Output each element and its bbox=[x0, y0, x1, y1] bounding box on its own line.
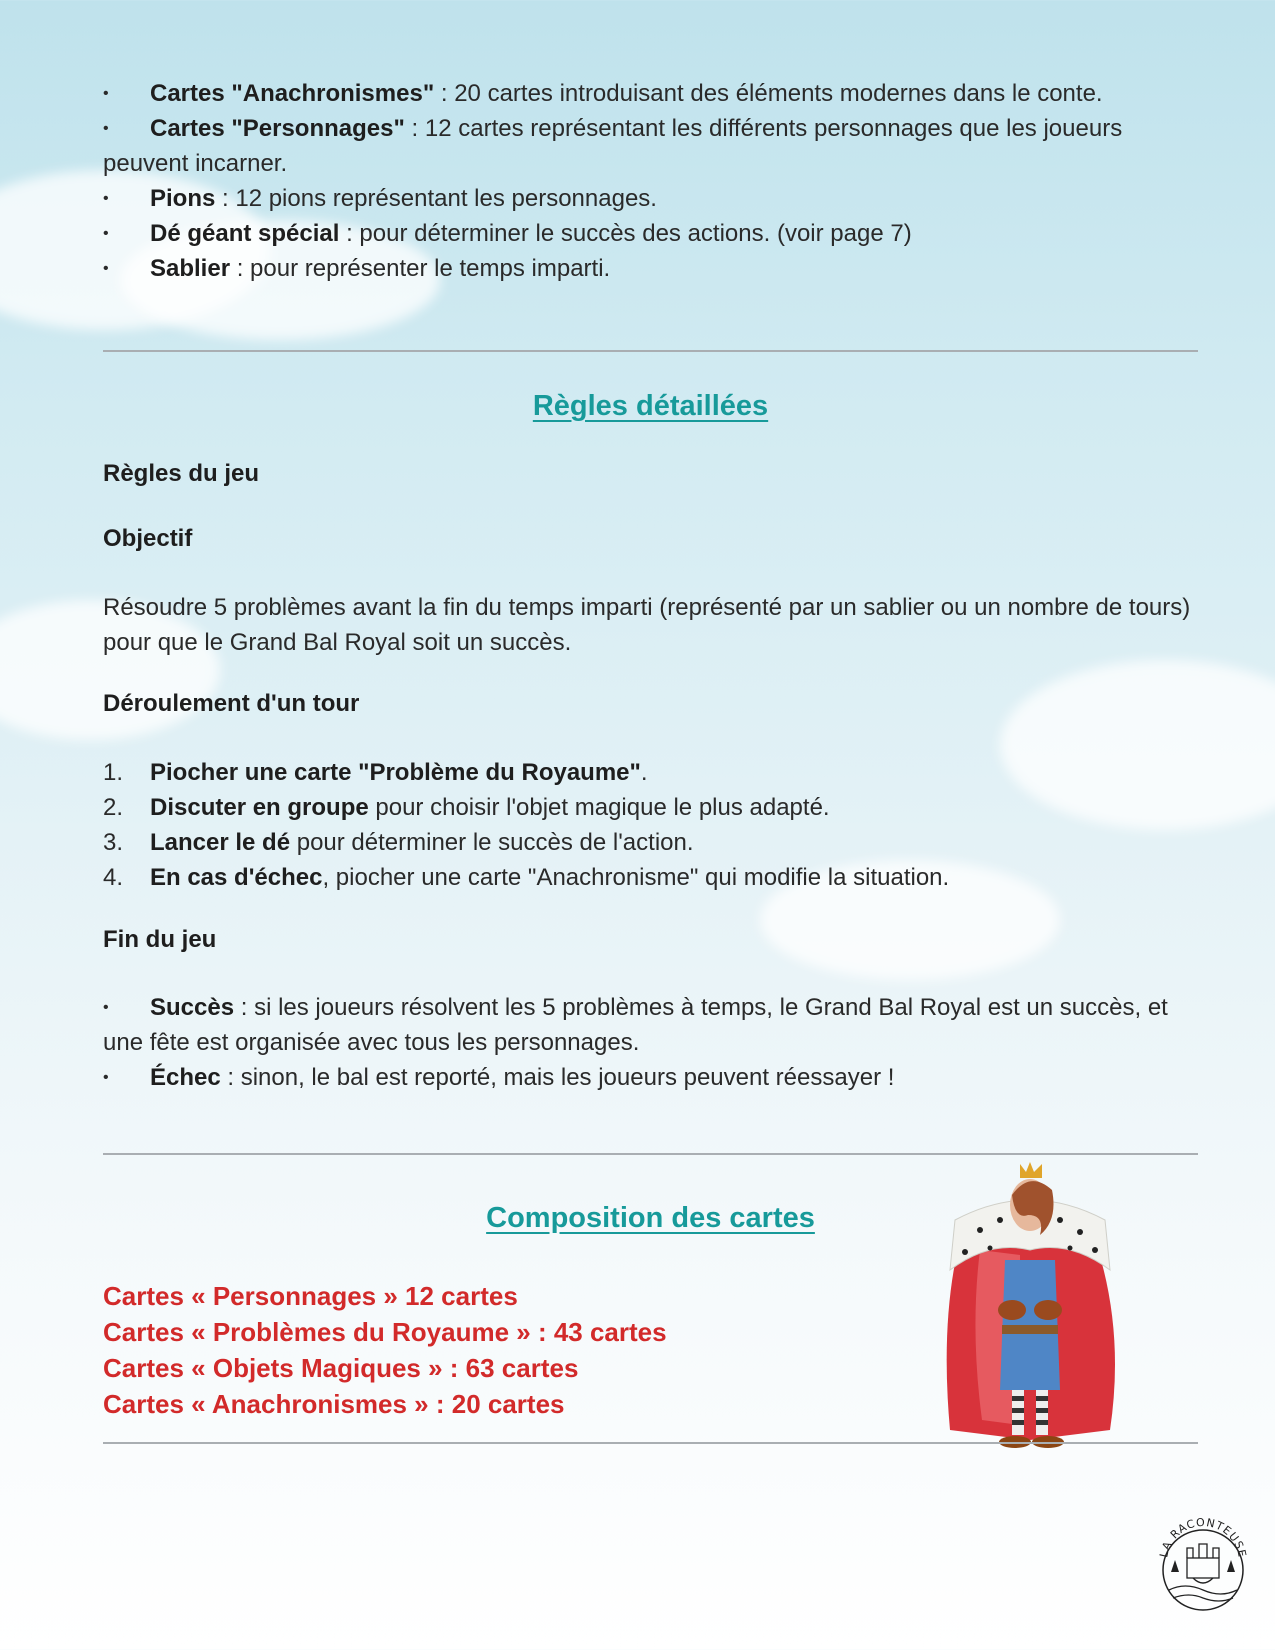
composition-line: Cartes « Objets Magiques » : 63 cartes bbox=[103, 1353, 579, 1383]
bullet: • bbox=[103, 225, 109, 242]
rules-subtitle: Règles du jeu bbox=[103, 460, 260, 487]
list-item: 3. Lancer le dé pour déterminer le succès de l'action. bbox=[103, 825, 1198, 860]
divider bbox=[103, 350, 1198, 352]
step-number: 3. bbox=[103, 829, 124, 856]
king-illustration bbox=[920, 1160, 1140, 1460]
bullet: • bbox=[103, 190, 109, 207]
list-item: • Échec : sinon, le bal est reporté, mais les joueurs peuvent réessayer ! bbox=[103, 1060, 1198, 1095]
objective-title: Objectif bbox=[103, 525, 193, 552]
list-item: • Succès : si les joueurs résolvent les 5 problèmes à temps, le Grand Bal Royal est un succès, et une fête est organisée avec tous les personnages. bbox=[103, 990, 1198, 1060]
composition-heading: Composition des cartes bbox=[486, 1202, 815, 1234]
svg-text:LA RACONTEUSE: LA RACONTEUSE bbox=[1157, 1515, 1249, 1559]
step-number: 4. bbox=[103, 864, 124, 891]
list-item: • Cartes "Personnages" : 12 cartes représentant les différents personnages que les joueurs peuvent incarner. bbox=[103, 111, 1198, 181]
composition-list bbox=[103, 1278, 863, 1422]
step-number: 2. bbox=[103, 794, 124, 821]
list-item: • Sablier : pour représenter le temps imparti. bbox=[103, 251, 1198, 286]
composition-line: Cartes « Problèmes du Royaume » : 43 cartes bbox=[103, 1317, 667, 1347]
list-item: • Pions : 12 pions représentant les personnages. bbox=[103, 181, 1198, 216]
list-item: • Dé géant spécial : pour déterminer le succès des actions. (voir page 7) bbox=[103, 216, 1198, 251]
list-item: • Cartes "Anachronismes" : 20 cartes introduisant des éléments modernes dans le conte. bbox=[103, 76, 1198, 111]
bullet: • bbox=[103, 120, 109, 137]
bullet: • bbox=[103, 85, 109, 102]
end-title: Fin du jeu bbox=[103, 926, 217, 953]
bullet: • bbox=[103, 260, 109, 277]
list-item: 2. Discuter en groupe pour choisir l'objet magique le plus adapté. bbox=[103, 790, 1198, 825]
divider bbox=[103, 1153, 1198, 1155]
rules-heading: Règles détaillées bbox=[532, 390, 769, 422]
composition-line: Cartes « Anachronismes » : 20 cartes bbox=[103, 1389, 565, 1419]
bullet: • bbox=[103, 999, 109, 1016]
composition-line: Cartes « Personnages » 12 cartes bbox=[103, 1281, 518, 1311]
intro-list bbox=[103, 76, 1198, 286]
bullet: • bbox=[103, 1069, 109, 1086]
list-item: 1. Piocher une carte "Problème du Royaume". bbox=[103, 755, 1198, 790]
turn-title: Déroulement d'un tour bbox=[103, 690, 360, 717]
divider bbox=[103, 1442, 1198, 1444]
la-raconteuse-logo bbox=[1155, 1502, 1250, 1622]
end-list bbox=[103, 990, 1198, 1095]
turn-steps bbox=[103, 755, 1198, 895]
step-number: 1. bbox=[103, 759, 124, 786]
list-item: 4. En cas d'échec, piocher une carte "Anachronisme" qui modifie la situation. bbox=[103, 860, 1198, 895]
objective-text: Résoudre 5 problèmes avant la fin du temps imparti (représenté par un sablier ou un nombre de tours) pour que le Grand Bal Royal soit un succès. bbox=[103, 594, 1191, 656]
